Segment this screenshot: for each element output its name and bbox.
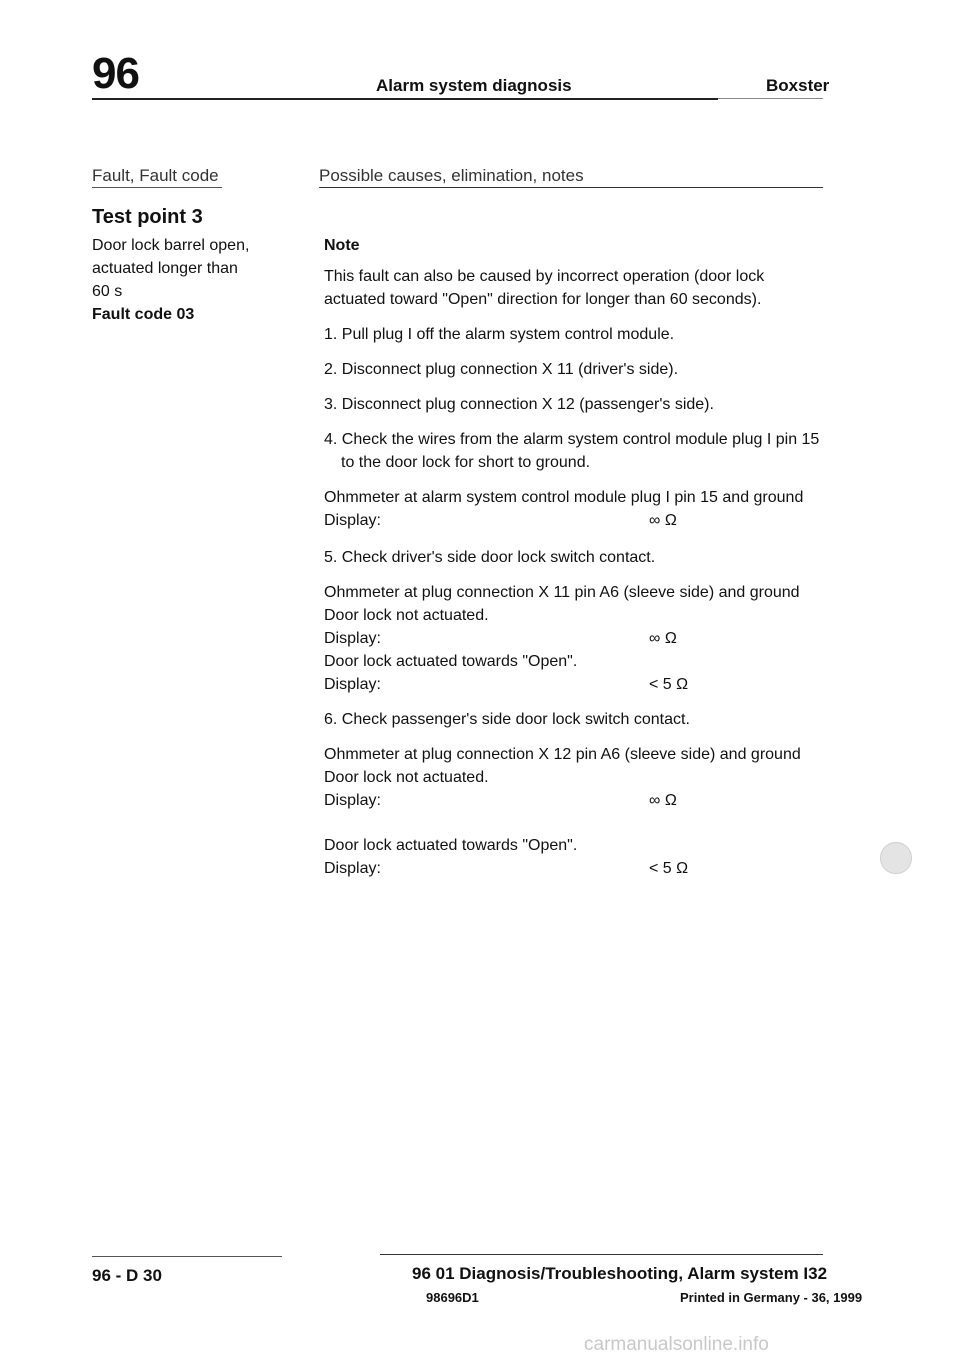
footer-rule-right: [380, 1254, 823, 1255]
fault-line: Door lock barrel open,: [92, 237, 250, 254]
display-label: Display:: [324, 676, 381, 693]
test-point-title: Test point 3: [92, 206, 203, 228]
display-value: ∞ Ω: [649, 630, 677, 647]
display-label: Display:: [324, 512, 381, 529]
fault-description: [92, 234, 292, 326]
display-label: Display:: [324, 630, 381, 647]
display-row: [324, 627, 824, 650]
display-label: Display:: [324, 792, 381, 809]
column-rule-right: [319, 187, 823, 188]
step-5: 5. Check driver's side door lock switch contact.: [324, 549, 656, 566]
fault-line: 60 s: [92, 283, 123, 300]
punch-hole-icon: [880, 842, 912, 874]
step-6: 6. Check passenger's side door lock switch contact.: [324, 711, 690, 728]
column-header-fault: Fault, Fault code: [92, 166, 219, 185]
note-title: Note: [324, 237, 360, 254]
measurement-setup: Ohmmeter at alarm system control module plug I pin 15 and ground: [324, 489, 804, 506]
display-value: < 5 Ω: [649, 860, 689, 877]
condition-text: Door lock actuated towards "Open".: [324, 653, 578, 670]
step-3: 3. Disconnect plug connection X 12 (passenger's side).: [324, 396, 714, 413]
chapter-title: 96 01 Diagnosis/Troubleshooting, Alarm system I32: [412, 1264, 828, 1283]
display-row: [324, 673, 824, 696]
measurement-setup: Ohmmeter at plug connection X 11 pin A6 (sleeve side) and ground: [324, 584, 800, 601]
fault-line: actuated longer than: [92, 260, 238, 277]
column-rule-left: [92, 187, 222, 188]
display-value: ∞ Ω: [649, 792, 677, 809]
display-row: [324, 509, 824, 532]
fault-code: Fault code 03: [92, 306, 195, 323]
note-text: This fault can also be caused by incorrect operation (door lock: [324, 268, 765, 285]
step-1: 1. Pull plug I off the alarm system control module.: [324, 326, 675, 343]
measurement-setup: Ohmmeter at plug connection X 12 pin A6 (sleeve side) and ground: [324, 746, 801, 763]
condition-text: Door lock not actuated.: [324, 769, 489, 786]
header-rule: [92, 98, 718, 100]
step-2: 2. Disconnect plug connection X 11 (driver's side).: [324, 361, 679, 378]
display-value: < 5 Ω: [649, 676, 689, 693]
step-4-continued: to the door lock for short to ground.: [341, 454, 591, 471]
display-row: [324, 789, 824, 812]
display-row: [324, 857, 824, 880]
column-header-causes: Possible causes, elimination, notes: [319, 166, 584, 185]
document-number: 98696D1: [426, 1290, 479, 1305]
condition-text: Door lock not actuated.: [324, 607, 489, 624]
footer-rule-left: [92, 1256, 282, 1257]
watermark: carmanualsonline.info: [584, 1334, 769, 1355]
model-name: Boxster: [766, 76, 830, 95]
condition-text: Door lock actuated towards "Open".: [324, 837, 578, 854]
procedure-content: [324, 234, 824, 880]
print-info: Printed in Germany - 36, 1999: [680, 1290, 863, 1305]
section-number: 96: [92, 49, 139, 98]
display-value: ∞ Ω: [649, 512, 677, 529]
display-label: Display:: [324, 860, 381, 877]
page-title: Alarm system diagnosis: [376, 76, 572, 95]
step-4: 4. Check the wires from the alarm system control module plug I pin 15: [324, 431, 820, 448]
header-rule-right: [718, 98, 823, 99]
note-text: actuated toward "Open" direction for longer than 60 seconds).: [324, 291, 762, 308]
page-number: 96 - D 30: [92, 1266, 162, 1285]
